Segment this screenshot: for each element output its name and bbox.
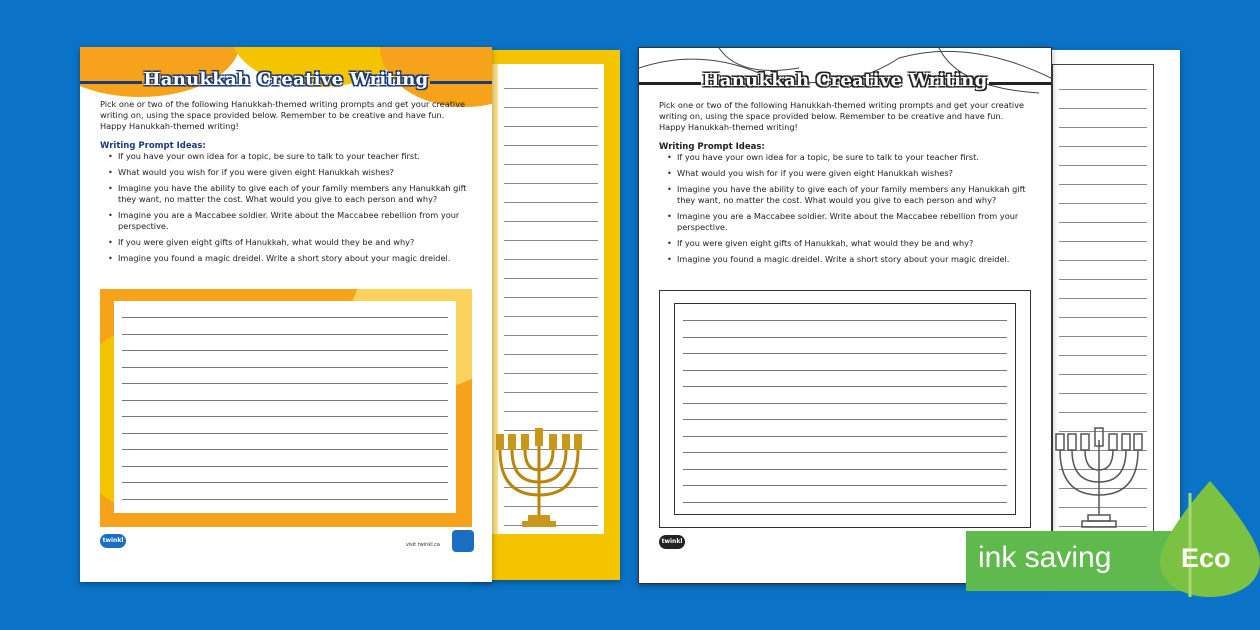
intro-text: Pick one or two of the following Hanukkah-themed writing prompts and get your creative writing on, using the space provided below. Remember to be creative and have fun. Happy Hanukkah-themed writing! (659, 100, 1025, 132)
writing-line (504, 88, 598, 89)
eco-badge (966, 467, 1260, 597)
writing-line (504, 145, 598, 146)
writing-line (504, 278, 598, 279)
writing-line (122, 499, 448, 500)
writing-line (1059, 184, 1147, 185)
prompt-list (671, 152, 1035, 270)
writing-line (683, 320, 1007, 321)
page-title: Hanukkah Creative Writing (143, 69, 429, 90)
list-item: • Imagine you have the ability to give each of your family members any Hanukkah gift they want, no matter the cost. What would you give to each person and why? (671, 184, 1035, 206)
writing-line (122, 350, 448, 351)
title-bar (80, 69, 492, 95)
writing-line (504, 354, 598, 355)
writing-box (100, 289, 472, 527)
list-item: • If you were given eight gifts of Hanukkah, what would they be and why? (112, 237, 476, 248)
writing-line (1059, 241, 1147, 242)
writing-line (1059, 127, 1147, 128)
prompts-heading: Writing Prompt Ideas: (659, 142, 765, 152)
writing-line (122, 482, 448, 483)
writing-line (1059, 317, 1147, 318)
writing-lines-area[interactable] (114, 301, 456, 513)
color-back-page (470, 50, 620, 580)
writing-line (1059, 393, 1147, 394)
writing-line (1059, 355, 1147, 356)
footer-url: visit twinkl.ca (405, 542, 440, 548)
writing-line (1059, 412, 1147, 413)
writing-line (683, 502, 1007, 503)
writing-line (1059, 203, 1147, 204)
writing-line (1059, 260, 1147, 261)
writing-line (1059, 146, 1147, 147)
writing-line (504, 202, 598, 203)
writing-line (122, 433, 448, 434)
menorah-icon (490, 420, 588, 530)
list-item: • Imagine you found a magic dreidel. Write a short story about your magic dreidel. (112, 253, 476, 264)
eco-label: Eco (1181, 543, 1231, 573)
writing-line (1059, 298, 1147, 299)
list-item: • Imagine you are a Maccabee soldier. Write about the Maccabee rebellion from your perspective. (671, 211, 1035, 233)
writing-line (122, 400, 448, 401)
list-item: • Imagine you are a Maccabee soldier. Write about the Maccabee rebellion from your perspective. (112, 210, 476, 232)
title-bar (639, 70, 1051, 96)
writing-line (683, 485, 1007, 486)
list-item: • If you have your own idea for a topic, be sure to talk to your teacher first. (671, 152, 1035, 163)
writing-line (683, 337, 1007, 338)
twinkl-logo: twinkl (100, 534, 126, 548)
writing-line (1059, 222, 1147, 223)
ink-saving-label: ink saving (978, 541, 1112, 574)
list-item: • Imagine you found a magic dreidel. Write a short story about your magic dreidel. (671, 254, 1035, 265)
writing-line (683, 419, 1007, 420)
prompts-heading: Writing Prompt Ideas: (100, 141, 206, 151)
writing-line (504, 221, 598, 222)
writing-line (122, 317, 448, 318)
writing-line (683, 353, 1007, 354)
color-worksheet-page (80, 47, 492, 582)
writing-line (504, 126, 598, 127)
list-item: • What would you wish for if you were given eight Hanukkah wishes? (112, 167, 476, 178)
writing-line (504, 411, 598, 412)
writing-line (504, 183, 598, 184)
writing-line (504, 335, 598, 336)
writing-line (683, 386, 1007, 387)
leaf-drop-icon (1160, 481, 1260, 597)
writing-line (1059, 279, 1147, 280)
list-item: • If you were given eight gifts of Hanukkah, what would they be and why? (671, 238, 1035, 249)
intro-text: Pick one or two of the following Hanukkah-themed writing prompts and get your creative writing on, using the space provided below. Remember to be creative and have fun. Happy Hanukkah-themed writing! (100, 99, 466, 131)
list-item: • What would you wish for if you were given eight Hanukkah wishes? (671, 168, 1035, 179)
writing-line (1059, 374, 1147, 375)
writing-line (504, 373, 598, 374)
writing-line (504, 392, 598, 393)
writing-line (504, 107, 598, 108)
writing-line (504, 316, 598, 317)
publisher-badge-icon (452, 530, 474, 552)
writing-line (122, 367, 448, 368)
writing-line (122, 334, 448, 335)
writing-line (504, 240, 598, 241)
prompt-list (112, 151, 476, 269)
writing-line (683, 452, 1007, 453)
page-title: Hanukkah Creative Writing (702, 70, 988, 91)
writing-lines-area[interactable] (674, 303, 1016, 515)
writing-line (1059, 165, 1147, 166)
writing-line (683, 403, 1007, 404)
writing-line (122, 416, 448, 417)
list-item: • Imagine you have the ability to give each of your family members any Hanukkah gift they want, no matter the cost. What would you give to each person and why? (112, 183, 476, 205)
writing-line (504, 164, 598, 165)
writing-line (504, 259, 598, 260)
writing-line (1059, 108, 1147, 109)
writing-line (683, 469, 1007, 470)
writing-line (122, 466, 448, 467)
writing-line (1059, 89, 1147, 90)
writing-line (683, 436, 1007, 437)
writing-line (122, 383, 448, 384)
writing-line (1059, 336, 1147, 337)
writing-line (504, 297, 598, 298)
writing-line (683, 370, 1007, 371)
list-item: • If you have your own idea for a topic, be sure to talk to your teacher first. (112, 151, 476, 162)
writing-line (122, 449, 448, 450)
twinkl-logo: twinkl (659, 535, 685, 549)
